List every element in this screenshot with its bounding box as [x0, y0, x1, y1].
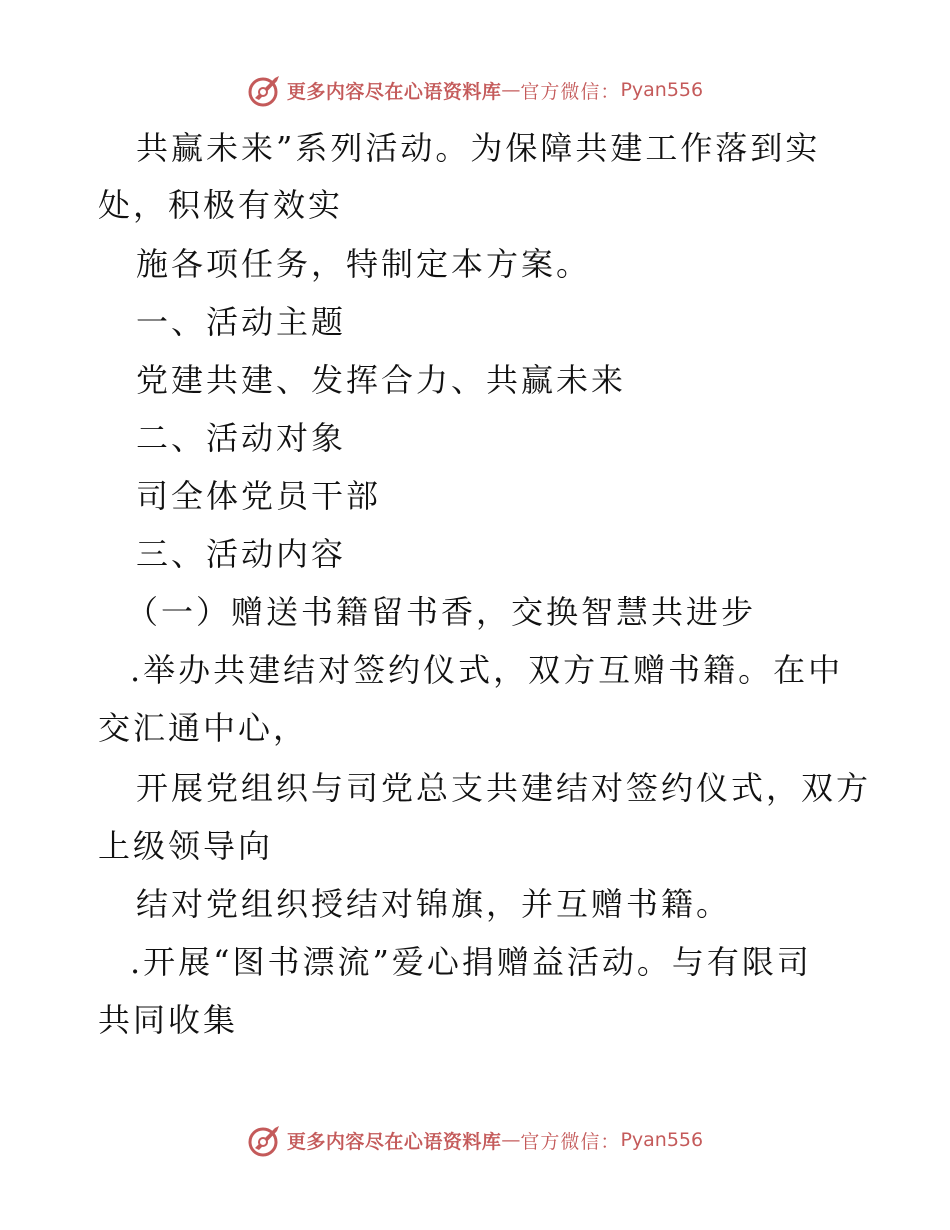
watermark-main-text: 更多内容尽在心语资料库	[286, 80, 502, 103]
watermark-sub-text: 官方微信：	[520, 80, 621, 103]
section-heading: 一、活动主题	[136, 303, 347, 341]
text-line: 结对党组织授结对锦旗，并互赠书籍。	[136, 885, 732, 923]
watermark-dash: —	[501, 1129, 521, 1151]
text-line: 共赢未来”系列活动。为保障共建工作落到实	[136, 129, 821, 167]
footer-watermark	[0, 1120, 950, 1160]
text-line: 司全体党员干部	[136, 477, 382, 515]
watermark-id: Pyan556	[620, 79, 704, 101]
subsection-heading: （一）赠送书籍留书香，交换智慧共进步	[126, 593, 757, 631]
text-line: 开展党组织与司党总支共建结对签约仪式，双方	[136, 769, 872, 807]
watermark-sub-text: 官方微信：	[520, 1130, 621, 1153]
header-watermark	[0, 70, 950, 110]
text-line: 党建共建、发挥合力、共赢未来	[136, 361, 627, 399]
text-line: .开展“图书漂流”爱心捐赠益活动。与有限司	[130, 943, 812, 981]
section-heading: 三、活动内容	[136, 535, 347, 573]
text-line: 共同收集	[98, 1001, 239, 1039]
watermark-dash: —	[501, 79, 521, 101]
text-line: 交汇通中心，	[98, 709, 309, 747]
watermark-main-text: 更多内容尽在心语资料库	[286, 1130, 502, 1153]
text-line: 处，积极有效实	[98, 186, 344, 224]
section-heading: 二、活动对象	[136, 419, 347, 457]
quill-logo-icon	[247, 1122, 283, 1158]
quill-logo-icon	[247, 72, 283, 108]
text-line: 上级领导向	[98, 827, 274, 865]
watermark-id: Pyan556	[620, 1129, 704, 1151]
text-line: .举办共建结对签约仪式，双方互赠书籍。在中	[130, 651, 844, 689]
text-line: 施各项任务，特制定本方案。	[136, 245, 592, 283]
